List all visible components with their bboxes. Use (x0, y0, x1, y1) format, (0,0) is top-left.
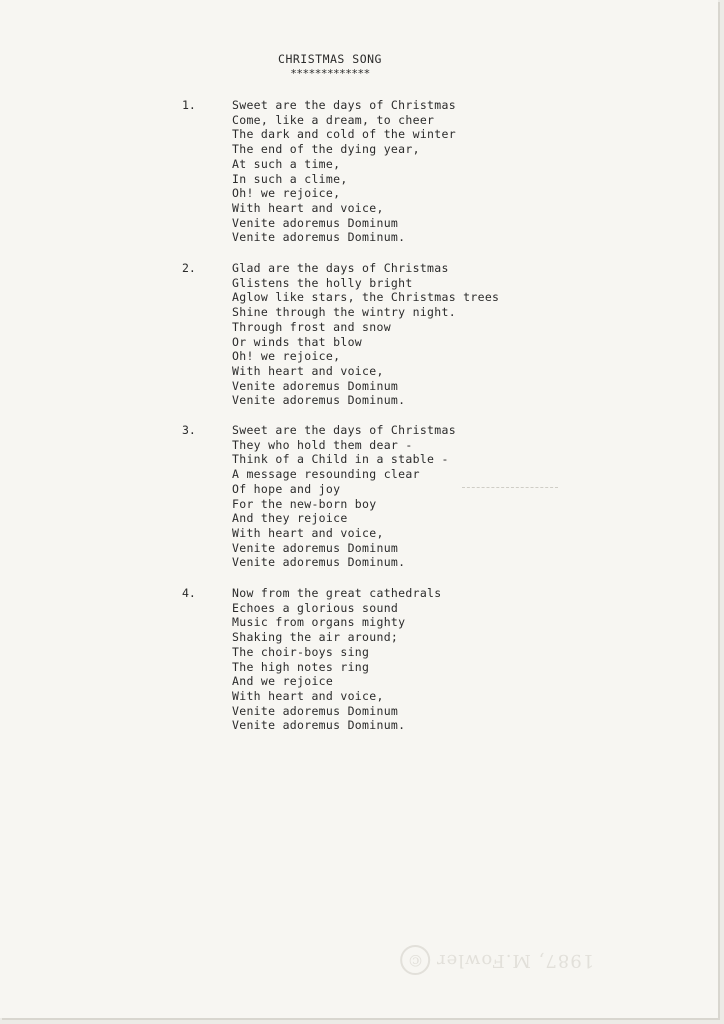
verse-line: With heart and voice, (232, 688, 384, 703)
verse-line: Of hope and joy (232, 481, 341, 496)
verse-line: Think of a Child in a stable - (232, 452, 449, 467)
copyright-icon: © (400, 945, 430, 975)
verse-line: They who hold them dear - (232, 437, 413, 452)
copyright-notice (400, 945, 594, 975)
verse-line: Shine through the wintry night. (232, 305, 456, 320)
title-underline: ************* (290, 67, 370, 80)
verse-line: Venite adoremus Dominum. (232, 555, 406, 570)
verse-line: Music from organs mighty (232, 615, 406, 630)
verse-line: And we rejoice (232, 674, 334, 689)
verse-line: And they rejoice (232, 511, 348, 526)
verse-line: Venite adoremus Dominum. (232, 718, 406, 733)
verse-line: Oh! we rejoice, (232, 186, 341, 201)
verse-line: With heart and voice, (232, 525, 384, 540)
verse-lines (232, 423, 456, 570)
verse-line: Aglow like stars, the Christmas trees (232, 290, 500, 305)
verse-line: Shaking the air around; (232, 630, 399, 645)
verse-line: Come, like a dream, to cheer (232, 112, 435, 127)
verse-line: Venite adoremus Dominum. (232, 393, 406, 408)
faint-pencil-mark (462, 487, 558, 488)
verse-line: Or winds that blow (232, 334, 363, 349)
verse-line: A message resounding clear (232, 467, 420, 482)
verse-line: In such a clime, (232, 171, 348, 186)
verse-line: Echoes a glorious sound (232, 600, 399, 615)
verse-line: The end of the dying year, (232, 142, 420, 157)
verse-lines (232, 261, 499, 408)
verse-lines (232, 98, 456, 245)
verse-number: 3. (182, 423, 196, 437)
song-title: CHRISTMAS SONG (278, 52, 382, 66)
verse-line: Venite adoremus Dominum. (232, 230, 406, 245)
verse-line: Through frost and snow (232, 319, 391, 334)
verse-line: The choir-boys sing (232, 644, 370, 659)
verse-number: 1. (182, 98, 196, 112)
verse-lines (232, 586, 441, 733)
verse-line: Now from the great cathedrals (232, 586, 442, 600)
verse-line: Sweet are the days of Christmas (232, 423, 456, 437)
verse-line: The dark and cold of the winter (232, 127, 456, 142)
copyright-text: 1987, M.Fowler (436, 950, 595, 971)
verse-line: For the new-born boy (232, 496, 377, 511)
verse-line: At such a time, (232, 156, 341, 171)
verse-line: Oh! we rejoice, (232, 349, 341, 364)
verse-line: Venite adoremus Dominum (232, 215, 399, 230)
verse-line: Glad are the days of Christmas (232, 261, 449, 275)
verse-number: 4. (182, 586, 196, 600)
verse-line: Glistens the holly bright (232, 275, 413, 290)
verse-line: With heart and voice, (232, 200, 384, 215)
verse-line: With heart and voice, (232, 363, 384, 378)
verse-line: The high notes ring (232, 659, 370, 674)
verse-number: 2. (182, 261, 196, 275)
verse-line: Venite adoremus Dominum (232, 378, 399, 393)
verse-line: Venite adoremus Dominum (232, 540, 399, 555)
verse-line: Sweet are the days of Christmas (232, 98, 456, 112)
verse-line: Venite adoremus Dominum (232, 703, 399, 718)
